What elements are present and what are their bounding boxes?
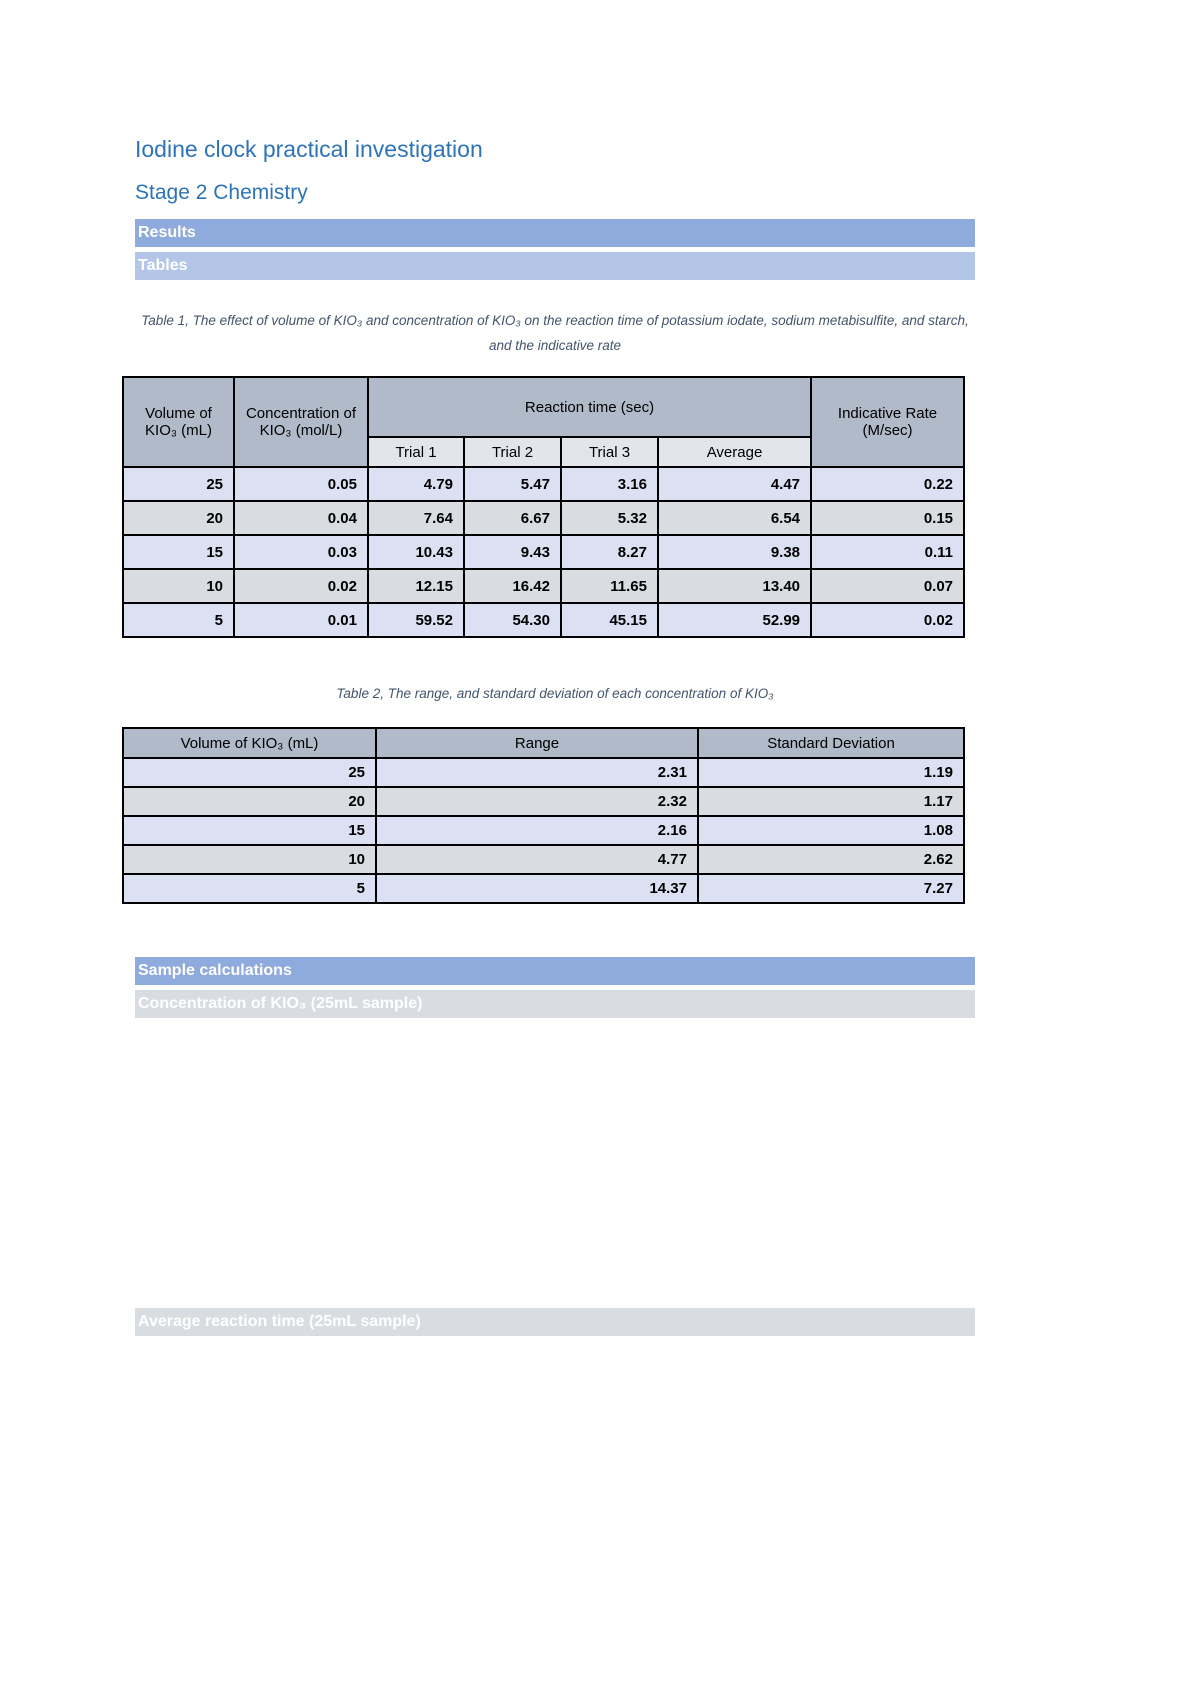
cell-volume: 25 <box>123 467 234 501</box>
cell-range: 2.32 <box>376 787 698 816</box>
cell-range: 2.16 <box>376 816 698 845</box>
page-title: Iodine clock practical investigation <box>135 136 483 162</box>
table-row <box>123 845 964 874</box>
table2-header-volume: Volume of KIO₃ (mL) <box>123 728 376 758</box>
table2-header-stddev: Standard Deviation <box>698 728 964 758</box>
cell-concentration: 0.02 <box>234 569 368 603</box>
cell-trial2: 5.47 <box>464 467 561 501</box>
table1-subheader-average: Average <box>658 437 811 467</box>
cell-concentration: 0.03 <box>234 535 368 569</box>
cell-volume: 20 <box>123 787 376 816</box>
table-row <box>123 603 964 637</box>
cell-stddev: 1.17 <box>698 787 964 816</box>
cell-average: 4.47 <box>658 467 811 501</box>
cell-trial1: 10.43 <box>368 535 464 569</box>
cell-trial2: 16.42 <box>464 569 561 603</box>
cell-volume: 10 <box>123 569 234 603</box>
cell-volume: 25 <box>123 758 376 787</box>
section-bar-concentration-sample: Concentration of KIO₃ (25mL sample) <box>135 990 975 1018</box>
table1-header-concentration: Concentration of KIO₃ (mol/L) <box>234 377 368 467</box>
table-row <box>123 816 964 845</box>
cell-trial3: 45.15 <box>561 603 658 637</box>
cell-rate: 0.11 <box>811 535 964 569</box>
cell-stddev: 2.62 <box>698 845 964 874</box>
cell-concentration: 0.04 <box>234 501 368 535</box>
section-bar-average-reaction-time: Average reaction time (25mL sample) <box>135 1308 975 1336</box>
section-bar-tables: Tables <box>135 252 975 280</box>
table1-header-indicative-rate: Indicative Rate (M/sec) <box>811 377 964 467</box>
table2-range-stddev <box>122 727 965 904</box>
table-row <box>123 787 964 816</box>
page-subtitle: Stage 2 Chemistry <box>135 181 308 204</box>
cell-rate: 0.02 <box>811 603 964 637</box>
cell-concentration: 0.01 <box>234 603 368 637</box>
cell-trial2: 54.30 <box>464 603 561 637</box>
table1-subheader-trial2: Trial 2 <box>464 437 561 467</box>
cell-volume: 5 <box>123 874 376 903</box>
section-bar-results: Results <box>135 219 975 247</box>
table-row <box>123 501 964 535</box>
section-bar-sample-calculations: Sample calculations <box>135 957 975 985</box>
cell-volume: 5 <box>123 603 234 637</box>
cell-trial1: 59.52 <box>368 603 464 637</box>
table1-subheader-trial1: Trial 1 <box>368 437 464 467</box>
cell-volume: 15 <box>123 816 376 845</box>
cell-average: 13.40 <box>658 569 811 603</box>
cell-stddev: 1.08 <box>698 816 964 845</box>
cell-rate: 0.15 <box>811 501 964 535</box>
table-row <box>123 758 964 787</box>
cell-rate: 0.22 <box>811 467 964 501</box>
table1-caption: Table 1, The effect of volume of KIO₃ and concentration of KIO₃ on the reaction time of potassium iodate, sodium metabisulfite, and starch, and the indicative rate <box>141 313 969 353</box>
table1-subheader-trial3: Trial 3 <box>561 437 658 467</box>
cell-trial3: 5.32 <box>561 501 658 535</box>
cell-trial3: 3.16 <box>561 467 658 501</box>
cell-range: 14.37 <box>376 874 698 903</box>
cell-trial1: 4.79 <box>368 467 464 501</box>
cell-average: 9.38 <box>658 535 811 569</box>
table2-caption: Table 2, The range, and standard deviation of each concentration of KIO₃ <box>336 686 774 701</box>
table-row <box>123 569 964 603</box>
cell-stddev: 7.27 <box>698 874 964 903</box>
cell-rate: 0.07 <box>811 569 964 603</box>
cell-trial3: 11.65 <box>561 569 658 603</box>
table-row <box>123 467 964 501</box>
cell-volume: 10 <box>123 845 376 874</box>
cell-trial1: 7.64 <box>368 501 464 535</box>
cell-volume: 20 <box>123 501 234 535</box>
cell-concentration: 0.05 <box>234 467 368 501</box>
table-row <box>123 874 964 903</box>
cell-trial3: 8.27 <box>561 535 658 569</box>
cell-average: 52.99 <box>658 603 811 637</box>
table-row <box>123 535 964 569</box>
table1-header-volume: Volume of KIO₃ (mL) <box>123 377 234 467</box>
table2-header-range: Range <box>376 728 698 758</box>
cell-average: 6.54 <box>658 501 811 535</box>
cell-stddev: 1.19 <box>698 758 964 787</box>
cell-range: 4.77 <box>376 845 698 874</box>
cell-volume: 15 <box>123 535 234 569</box>
table1-header-reaction-time: Reaction time (sec) <box>368 377 811 437</box>
cell-trial1: 12.15 <box>368 569 464 603</box>
cell-trial2: 9.43 <box>464 535 561 569</box>
cell-trial2: 6.67 <box>464 501 561 535</box>
table1-results <box>122 376 965 638</box>
cell-range: 2.31 <box>376 758 698 787</box>
